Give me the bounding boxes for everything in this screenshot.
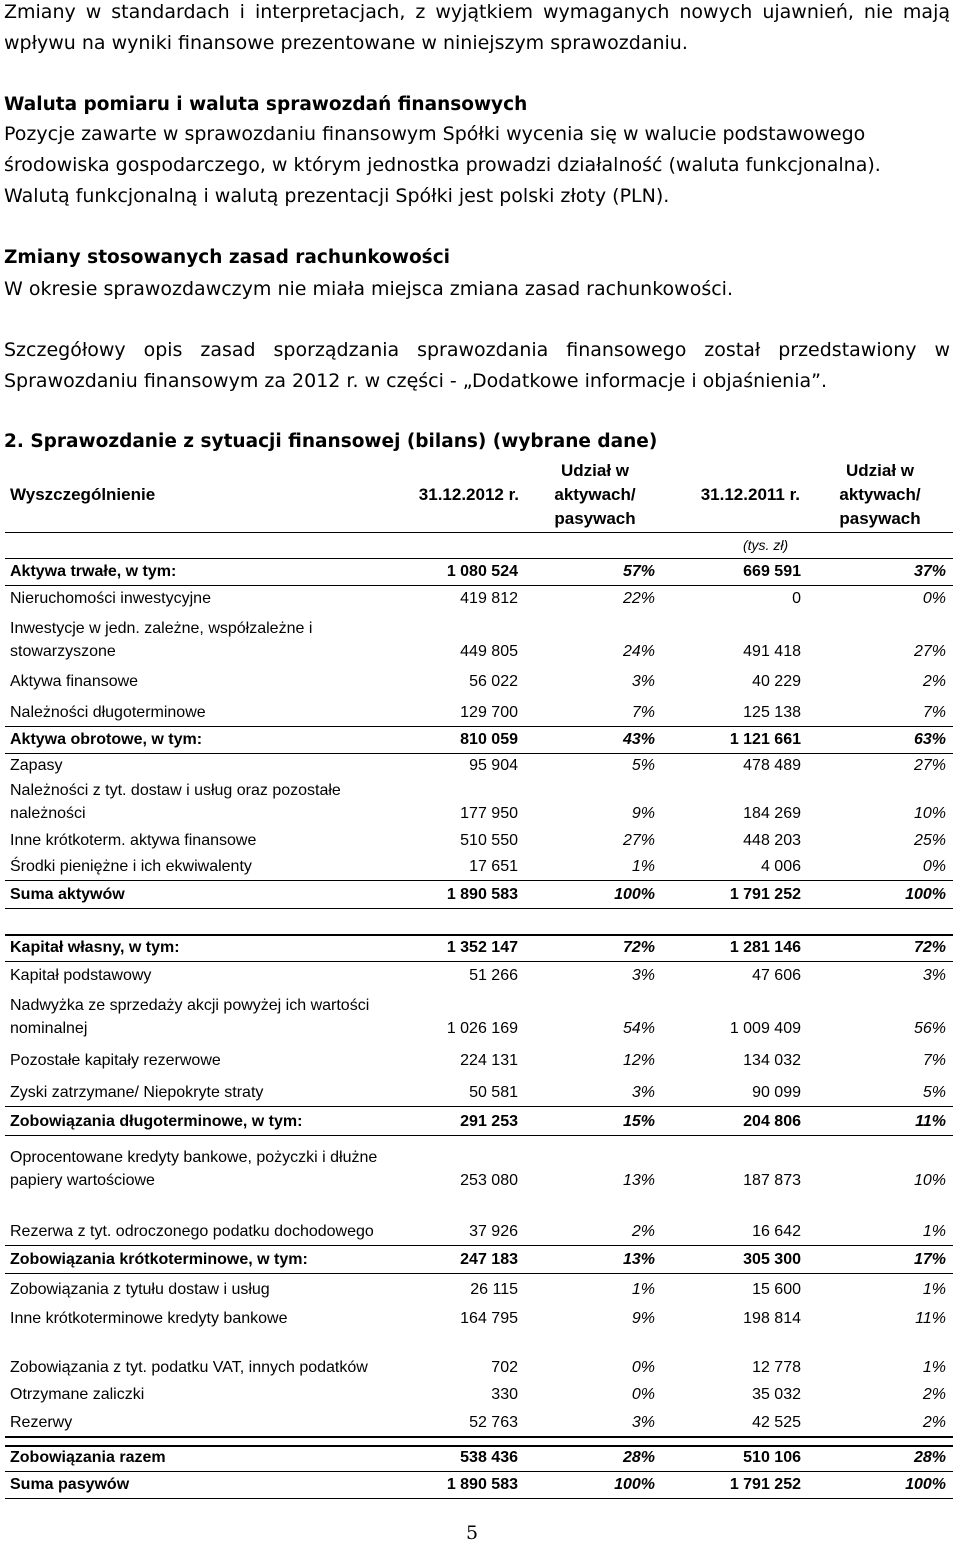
share-2011: 2% [922, 1414, 946, 1431]
share-2011: 0% [922, 590, 946, 607]
row-divider [5, 934, 953, 936]
value-2011: 4 006 [760, 858, 801, 875]
row-label: Nadwyżka ze sprzedaży akcji powyżej ich wartości nominalnej [10, 997, 370, 1037]
row-label: Zobowiązania długoterminowe, w tym: [10, 1113, 303, 1130]
share-2012: 100% [614, 1476, 655, 1493]
details-paragraph: Szczegółowy opis zasad sporządzania sprawozdania finansowego został przedstawiony w Sprawozdaniu finansowym za 2012 r. w części - „Dodatkowe informacje i objaśnienia”. [4, 339, 950, 392]
table-row [5, 1043, 953, 1075]
row-label: Aktywa obrotowe, w tym: [10, 731, 203, 748]
policies-paragraph: W okresie sprawozdawczym nie miała miejsca zmiana zasad rachunkowości. [4, 278, 733, 300]
value-2012: 1 352 147 [446, 939, 518, 956]
value-2011: 448 203 [743, 832, 801, 849]
share-2011: 17% [913, 1251, 946, 1268]
share-2012: 28% [622, 1449, 655, 1466]
row-label: Zobowiązania krótkoterminowe, w tym: [10, 1251, 308, 1268]
row-label: Aktywa finansowe [10, 673, 139, 690]
share-2011: 0% [922, 858, 946, 875]
header-rule [5, 532, 953, 533]
row-label: Suma pasywów [10, 1476, 130, 1493]
row-label: Suma aktywów [10, 886, 125, 903]
share-2012: 3% [631, 673, 655, 690]
value-2011: 491 418 [743, 643, 801, 660]
value-2011: 1 281 146 [729, 939, 801, 956]
row-label: Oprocentowane kredyty bankowe, pożyczki i dłużne papiery wartościowe [10, 1149, 378, 1189]
value-2011: 40 229 [752, 673, 801, 690]
table-row [5, 990, 953, 1043]
table-row [5, 1446, 953, 1472]
share-2011: 72% [913, 939, 946, 956]
share-2012: 22% [622, 590, 655, 607]
table-row [5, 1333, 953, 1382]
value-2011: 42 525 [752, 1414, 801, 1431]
policies-heading: Zmiany stosowanych zasad rachunkowości [4, 247, 451, 268]
value-2011: 0 [792, 590, 801, 607]
value-2011: 1 121 661 [729, 731, 801, 748]
row-label: Należności z tyt. dostaw i usług oraz pozostałe należności [10, 782, 341, 822]
table-row [5, 935, 953, 962]
value-2011: 15 600 [752, 1281, 801, 1298]
table-row [5, 1107, 953, 1136]
share-2011: 3% [922, 967, 946, 984]
share-2011: 27% [913, 757, 946, 774]
share-2012: 5% [631, 757, 655, 774]
value-2011: 47 606 [752, 967, 801, 984]
table-row [5, 613, 953, 666]
share-2011: 1% [922, 1281, 946, 1298]
share-2011: 25% [913, 832, 946, 849]
share-2011: 7% [922, 704, 946, 721]
share-2012: 15% [622, 1113, 655, 1130]
row-label: Zapasy [10, 757, 63, 774]
share-2011: 63% [913, 731, 946, 748]
table-row [5, 1136, 953, 1195]
row-label: Zobowiązania razem [10, 1449, 166, 1466]
share-2012: 9% [631, 805, 655, 822]
value-2012: 164 795 [460, 1310, 518, 1327]
share-2012: 1% [631, 1281, 655, 1298]
share-2011: 10% [913, 805, 946, 822]
currency-line-2: środowiska gospodarczego, w którym jednostka prowadzi działalność (waluta funkcjonalna). [4, 154, 881, 176]
currency-line-1: Pozycje zawarte w sprawozdaniu finansowym Spółki wycenia się w walucie podstawowego [4, 123, 866, 145]
share-2012: 2% [631, 1223, 655, 1240]
value-2012: 1 026 169 [446, 1020, 518, 1037]
share-2012: 3% [631, 1414, 655, 1431]
share-2011: 2% [922, 1386, 946, 1403]
row-label: Inne krótkoterm. aktywa finansowe [10, 832, 257, 849]
row-label: Środki pieniężne i ich ekwiwalenty [10, 858, 252, 875]
share-2011: 28% [913, 1449, 946, 1466]
value-2011: 478 489 [743, 757, 801, 774]
row-label: Zobowiązania z tyt. podatku VAT, innych podatków [10, 1359, 368, 1376]
value-2011: 90 099 [752, 1084, 801, 1101]
share-2011: 56% [913, 1020, 946, 1037]
col-header-v2: 31.12.2011 r. [700, 485, 800, 504]
section-title: 2. Sprawozdanie z sytuacji finansowej (bilans) (wybrane dane) [4, 431, 658, 452]
row-label: Kapitał podstawowy [10, 967, 152, 984]
row-label: Należności długoterminowe [10, 704, 206, 721]
col-header-p2-line: pasywach [839, 509, 921, 528]
value-2011: 12 778 [752, 1359, 801, 1376]
table-row [5, 1195, 953, 1246]
row-divider [5, 1445, 953, 1447]
share-2012: 13% [622, 1172, 655, 1189]
share-2011: 11% [915, 1310, 946, 1327]
currency-heading: Waluta pomiaru i waluta sprawozdań finansowych [4, 94, 528, 115]
value-2011: 184 269 [743, 805, 801, 822]
value-2012: 330 [491, 1386, 518, 1403]
currency-line-3: Walutą funkcjonalną i walutą prezentacji Spółki jest polski złoty (PLN). [4, 185, 670, 207]
value-2011: 669 591 [743, 563, 801, 580]
value-2011: 1 009 409 [729, 1020, 801, 1037]
value-2011: 1 791 252 [729, 886, 801, 903]
value-2011: 510 106 [743, 1449, 801, 1466]
value-2011: 1 791 252 [729, 1476, 801, 1493]
table-row [5, 696, 953, 727]
table-row [5, 727, 953, 754]
table-row [5, 666, 953, 696]
value-2012: 52 763 [469, 1414, 518, 1431]
share-2011: 1% [922, 1359, 946, 1376]
row-label: Rezerwy [10, 1414, 73, 1431]
value-2012: 51 266 [469, 967, 518, 984]
share-2012: 12% [622, 1052, 655, 1069]
table-row [5, 1382, 953, 1409]
row-divider [5, 558, 953, 559]
value-2011: 134 032 [743, 1052, 801, 1069]
value-2012: 37 926 [469, 1223, 518, 1240]
row-label: Zyski zatrzymane/ Niepokryte straty [10, 1084, 264, 1101]
currency-paragraph [4, 119, 950, 212]
row-label: Pozostałe kapitały rezerwowe [10, 1052, 221, 1069]
table-row [5, 962, 953, 990]
row-label: Kapitał własny, w tym: [10, 939, 180, 956]
share-2012: 7% [631, 704, 655, 721]
value-2012: 56 022 [469, 673, 518, 690]
share-2012: 0% [631, 1386, 655, 1403]
value-2011: 198 814 [743, 1310, 801, 1327]
row-divider [5, 908, 953, 909]
value-2011: 187 873 [743, 1172, 801, 1189]
share-2012: 9% [631, 1310, 655, 1327]
share-2012: 24% [622, 643, 655, 660]
table-row [5, 855, 953, 881]
value-2011: 125 138 [743, 704, 801, 721]
unit-label: (tys. zł) [743, 537, 789, 553]
col-header-p1-line: aktywach/ [554, 485, 636, 504]
col-header-p2-line: Udział w [845, 461, 914, 480]
row-divider [5, 1436, 953, 1438]
share-2011: 1% [922, 1223, 946, 1240]
share-2012: 100% [614, 886, 655, 903]
share-2012: 13% [622, 1251, 655, 1268]
share-2012: 57% [622, 563, 655, 580]
col-header-p2-line: aktywach/ [839, 485, 921, 504]
page-number: 5 [466, 1522, 479, 1544]
value-2011: 35 032 [752, 1386, 801, 1403]
share-2012: 72% [622, 939, 655, 956]
col-header-p1-line: Udział w [560, 461, 629, 480]
table-row [5, 1274, 953, 1304]
share-2012: 1% [631, 858, 655, 875]
share-2011: 100% [905, 886, 946, 903]
value-2012: 702 [491, 1359, 518, 1376]
row-divider [5, 1498, 953, 1499]
table-row [5, 1304, 953, 1333]
value-2011: 305 300 [743, 1251, 801, 1268]
intro-paragraph: Zmiany w standardach i interpretacjach, z wyjątkiem wymaganych nowych ujawnień, nie mają wpływu na wyniki finansowe prezentowane w niniejszym sprawozdaniu. [4, 1, 950, 54]
table-row [5, 1472, 953, 1499]
col-header-p1 [533, 459, 657, 531]
share-2012: 3% [631, 967, 655, 984]
share-2012: 3% [631, 1084, 655, 1101]
value-2012: 810 059 [460, 731, 518, 748]
value-2012: 247 183 [460, 1251, 518, 1268]
value-2011: 16 642 [752, 1223, 801, 1240]
value-2012: 1 890 583 [446, 1476, 518, 1493]
table-row [5, 586, 953, 613]
value-2012: 291 253 [460, 1113, 518, 1130]
value-2011: 204 806 [743, 1113, 801, 1130]
table-row [5, 881, 953, 909]
share-2011: 37% [913, 563, 946, 580]
share-2011: 2% [922, 673, 946, 690]
value-2012: 17 651 [469, 858, 518, 875]
table-row [5, 754, 953, 780]
col-header-v1: 31.12.2012 r. [418, 485, 519, 504]
table-row [5, 780, 953, 828]
table-row [5, 1075, 953, 1107]
value-2012: 1 890 583 [446, 886, 518, 903]
value-2012: 419 812 [460, 590, 518, 607]
value-2012: 177 950 [460, 805, 518, 822]
row-label: Otrzymane zaliczki [10, 1386, 145, 1403]
col-header-p1-line: pasywach [554, 509, 636, 528]
value-2012: 50 581 [469, 1084, 518, 1101]
row-label: Rezerwa z tyt. odroczonego podatku dochodowego [10, 1223, 374, 1240]
share-2011: 11% [915, 1113, 946, 1130]
table-row [5, 559, 953, 586]
table-row [5, 1246, 953, 1274]
table-row [5, 1409, 953, 1437]
share-2012: 0% [631, 1359, 655, 1376]
share-2011: 5% [922, 1084, 946, 1101]
col-header-p2 [810, 459, 950, 531]
row-label: Zobowiązania z tytułu dostaw i usług [10, 1281, 270, 1298]
share-2011: 7% [922, 1052, 946, 1069]
share-2012: 43% [622, 731, 655, 748]
value-2012: 449 805 [460, 643, 518, 660]
value-2012: 510 550 [460, 832, 518, 849]
value-2012: 224 131 [460, 1052, 518, 1069]
share-2011: 27% [913, 643, 946, 660]
share-2011: 10% [913, 1172, 946, 1189]
value-2012: 1 080 524 [446, 563, 518, 580]
col-header-name: Wyszczególnienie [10, 485, 156, 504]
share-2012: 54% [622, 1020, 655, 1037]
row-label: Inwestycje w jedn. zależne, współzależne i stowarzyszone [10, 620, 313, 660]
value-2012: 253 080 [460, 1172, 518, 1189]
row-label: Nieruchomości inwestycyjne [10, 590, 211, 607]
value-2012: 129 700 [460, 704, 518, 721]
row-label: Aktywa trwałe, w tym: [10, 563, 177, 580]
value-2012: 538 436 [460, 1449, 518, 1466]
share-2011: 100% [905, 1476, 946, 1493]
value-2012: 26 115 [470, 1281, 518, 1298]
table-row [5, 828, 953, 855]
share-2012: 27% [622, 832, 655, 849]
row-label: Inne krótkoterminowe kredyty bankowe [10, 1310, 288, 1327]
value-2012: 95 904 [469, 757, 518, 774]
